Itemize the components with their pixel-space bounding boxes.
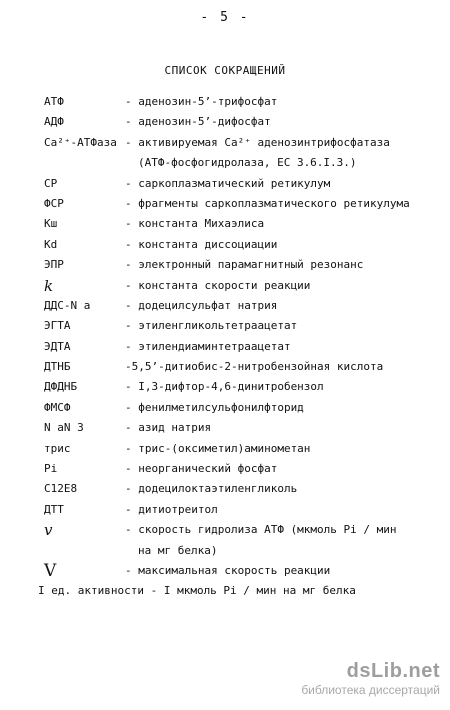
abbreviation: Pi — [44, 462, 58, 476]
definition: - этилендиаминтетраацетат — [125, 339, 291, 353]
definition: - электронный парамагнитный резонанс — [125, 258, 364, 272]
definition: - трис-(оксиметил)аминометан — [125, 441, 311, 455]
definition: - саркоплазматический ретикулум — [125, 176, 331, 190]
definition: -5,5’-дитиобис-2-нитробензойная кислота — [125, 360, 384, 374]
abbreviation: ДТТ — [44, 502, 64, 516]
abbreviation: Kd — [44, 237, 58, 251]
list-item — [0, 357, 450, 377]
list-item — [0, 92, 450, 112]
definition: - дитиотреитол — [125, 502, 218, 516]
abbreviation: трис — [44, 441, 71, 455]
list-item — [0, 459, 450, 479]
abbreviation: k — [44, 276, 54, 295]
list-item — [0, 153, 450, 173]
abbreviation: ДФДНБ — [44, 380, 78, 394]
page-title: СПИСОК СОКРАЩЕНИЙ — [164, 64, 286, 77]
list-item — [0, 398, 450, 418]
abbreviation: ДТНБ — [44, 360, 71, 374]
definition: (АТФ-фосфогидролаза, ЕС 3.6.I.3.) — [138, 156, 357, 170]
abbreviation: ФСР — [44, 196, 64, 210]
definition: - константа скорости реакции — [125, 278, 311, 292]
abbreviation: Kш — [44, 217, 58, 231]
abbreviation: АТФ — [44, 95, 64, 108]
abbreviation: ФМСФ — [44, 400, 71, 414]
list-item — [0, 133, 450, 153]
abbreviation: ЭДТА — [44, 339, 71, 353]
definition: - константа диссоциации — [125, 237, 278, 251]
list-item — [0, 194, 450, 214]
list-item — [0, 418, 450, 438]
list-item — [0, 377, 450, 397]
abbreviation: ДДС-N a — [44, 298, 91, 312]
definition: - фрагменты саркоплазматического ретикулума — [125, 196, 410, 210]
definition: - азид натрия — [125, 421, 212, 435]
abbreviation: C12E8 — [44, 482, 78, 496]
abbreviation-list — [0, 92, 450, 581]
list-item — [0, 235, 450, 255]
watermark-logo: dsLib.net — [346, 660, 440, 682]
abbreviation: N aN 3 — [44, 421, 84, 435]
abbreviation: Ca²⁺-АТФаза — [44, 135, 117, 149]
definition: - додецилоктаэтиленгликоль — [125, 482, 298, 496]
list-item — [0, 174, 450, 194]
definition: - неорганический фосфат — [125, 462, 278, 476]
page-number: - 5 - — [200, 10, 250, 25]
definition: - додецилсульфат натрия — [125, 298, 278, 312]
definition: на мг белка) — [138, 543, 218, 557]
list-item — [0, 520, 450, 540]
abbreviation: СР — [44, 176, 58, 190]
definition: - активируемая Ca²⁺ аденозинтрифосфатаза — [125, 135, 390, 149]
list-item — [0, 337, 450, 357]
list-item — [0, 541, 450, 561]
abbreviation: v — [44, 521, 53, 540]
abbreviation: ЭПР — [44, 258, 64, 272]
watermark — [301, 660, 440, 697]
list-item — [0, 276, 450, 296]
list-item — [0, 439, 450, 459]
abbreviation: АДФ — [44, 115, 64, 129]
list-item — [0, 296, 450, 316]
definition: - скорость гидролиза АТФ (мкмоль Pi / мин — [125, 523, 397, 537]
list-item — [0, 112, 450, 132]
list-item — [0, 479, 450, 499]
list-item — [0, 214, 450, 234]
list-item — [0, 500, 450, 520]
definition: - аденозин-5’-дифосфат — [125, 115, 271, 129]
list-item — [0, 255, 450, 275]
list-item — [0, 316, 450, 336]
definition: - аденозин-5’-трифосфат — [125, 95, 278, 108]
activity-unit-text: I ед. активности - I мкмоль Pi / мин на мг белка — [38, 584, 356, 597]
definition: - I,3-дифтор-4,6-динитробензол — [125, 380, 324, 394]
watermark-subtitle: библиотека диссертаций — [301, 683, 440, 697]
definition: - фенилметилсульфонилфторид — [125, 400, 304, 414]
abbreviation: ЭГТА — [44, 319, 71, 333]
definition: - максимальная скорость реакции — [125, 563, 331, 577]
definition: - этиленгликольтетраацетат — [125, 319, 298, 333]
abbreviation: V — [44, 560, 57, 581]
definition: - константа Михаэлиса — [125, 217, 265, 231]
list-item — [0, 561, 450, 581]
